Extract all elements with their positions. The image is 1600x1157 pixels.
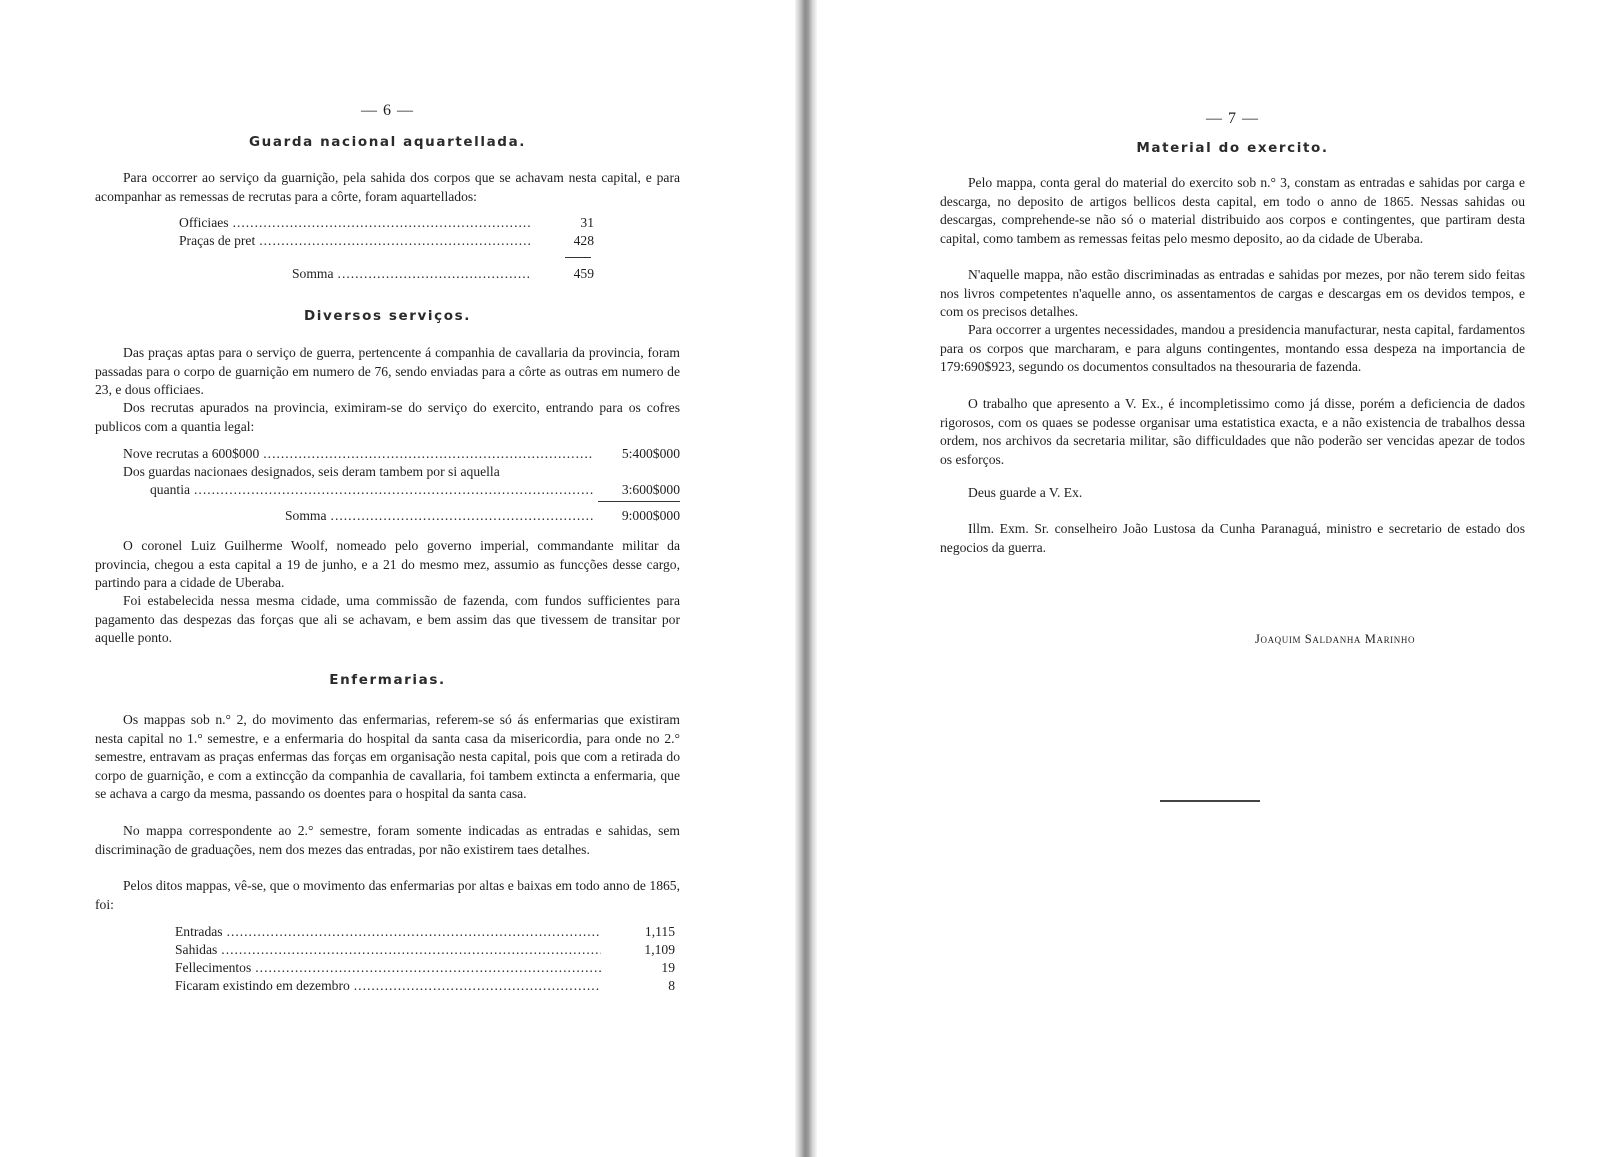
row-value: 8 (668, 978, 675, 993)
row-value: 9:000$000 (621, 508, 680, 523)
leader-dots (259, 232, 530, 250)
leader-dots (263, 445, 594, 463)
paragraph: N'aquelle mappa, não estão discriminadas as entradas e sahidas por mezes, por não terem sido feitas nos livros competentes n'aquelle anno, os assentamentos de cargas e descargas em os devidos tempos, e com os precisos detalhes. (940, 267, 1525, 319)
leader-dots (227, 923, 601, 941)
leader-dots (221, 941, 601, 959)
row-label: Somma (285, 508, 327, 523)
leader-dots (194, 481, 594, 499)
paragraph: Para occorrer ao serviço da guarnição, pela sahida dos corpos que se achavam nesta capital, e para acompanhar as remessas de recrutas para a côrte, foram aquartellados: (95, 170, 680, 204)
leader-dots (338, 265, 530, 283)
paragraph: Para occorrer a urgentes necessidades, mandou a presidencia manufacturar, nesta capital, fardamentos para os corpos que marcharam, e para alguns contingentes, montando essa despeza na importancia de 179:690$923, segundo os documentos consultados na thesouraria de fazenda. (940, 322, 1525, 374)
table-row (150, 481, 680, 499)
row-value: 3:600$000 (621, 482, 680, 497)
row-value: 31 (580, 215, 594, 230)
total-row (292, 265, 594, 283)
paragraph: Pelo mappa, conta geral do material do exercito sob n.° 3, constam as entradas e sahidas por carga e descarga, no deposito de artigos bellicos desta capital, em todo o anno de 1865. Nessas sahidas ou descargas, comprehende-se não só o material distribuido aos corpos e contingentes, que partiram desta capital, como tambem as remessas feitas pelo mesmo deposito, ao da cidade de Uberaba. (940, 175, 1525, 246)
address-line: Illm. Exm. Sr. conselheiro João Lustosa da Cunha Paranaguá, ministro e secretario de estado dos negocios da guerra. (940, 521, 1525, 555)
row-label: Fellecimentos (175, 960, 252, 975)
table-row (123, 445, 680, 463)
row-label: Ficaram existindo em dezembro (175, 978, 350, 993)
leader-dots (255, 959, 601, 977)
section-title-guarda-nacional: Guarda nacional aquartellada. (248, 134, 527, 150)
total-row (285, 507, 680, 525)
row-label: Praças de pret (179, 233, 256, 248)
row-label: Somma (292, 266, 334, 281)
row-label: Entradas (175, 924, 223, 939)
closing-rule (1160, 800, 1260, 802)
table-row (175, 959, 675, 977)
row-value: 19 (661, 960, 675, 975)
table-row (179, 232, 594, 250)
row-label: Dos guardas nacionaes designados, seis deram tambem por si aquella (123, 464, 500, 479)
section-title-enfermarias: Enfermarias. (329, 672, 446, 688)
row-value: 428 (573, 233, 594, 248)
paragraph: Das praças aptas para o serviço de guerra, pertencente á companhia de cavallaria da provincia, foram passadas para o corpo de guarnição em numero de 76, sendo enviadas para a côrte as outras em numero de 23, e dous officiaes. (95, 345, 680, 397)
paragraph: Dos recrutas apurados na provincia, eximiram-se do serviço do exercito, entrando para os cofres publicos com a quantia legal: (95, 400, 680, 434)
row-value: 459 (573, 266, 594, 281)
row-label: Officiaes (179, 215, 229, 230)
sum-rule (598, 501, 680, 502)
row-value: 5:400$000 (621, 446, 680, 461)
row-label: Nove recrutas a 600$000 (123, 446, 260, 461)
book-spine (795, 0, 817, 1157)
row-value: 1,115 (644, 924, 675, 939)
left-page (95, 0, 680, 1157)
table-row-label-line (123, 463, 583, 481)
leader-dots (233, 214, 530, 232)
table-row (175, 941, 675, 959)
table-row (179, 214, 594, 232)
paragraph: O coronel Luiz Guilherme Woolf, nomeado pelo governo imperial, commandante militar da provincia, chegou a esta capital a 19 de junho, e a 21 do mesmo mez, assumio as funcções desse cargo, partindo para a cidade de Uberaba. (95, 538, 680, 590)
row-label: Sahidas (175, 942, 218, 957)
leader-dots (331, 507, 594, 525)
section-title-material-exercito: Material do exercito. (1136, 140, 1329, 156)
right-page (940, 0, 1525, 1157)
paragraph: Foi estabelecida nessa mesma cidade, uma commissão de fazenda, com fundos sufficientes para pagamento das despezas das forças que ali se achavam, e bem assim das que tivessem de transitar por aquelle ponto. (95, 593, 680, 645)
paragraph: Pelos ditos mappas, vê-se, que o movimento das enfermarias por altas e baixas em todo anno de 1865, foi: (95, 878, 680, 912)
table-row (175, 923, 675, 941)
paragraph: O trabalho que apresento a V. Ex., é incompletissimo como já disse, porém a deficiencia de dados rigorosos, com os quaes se podesse organisar uma estatistica exacta, e a não existencia de trabalhos dessa ordem, nos archivos da secretaria militar, são difficuldades que não poderão ser vencidas apezar de todos os esforços. (940, 396, 1525, 467)
closing-salutation: Deus guarde a V. Ex. (968, 485, 1083, 500)
paragraph: No mappa correspondente ao 2.° semestre, foram somente indicadas as entradas e sahidas, sem discriminação de graduações, nem dos mezes das entradas, por não existirem taes detalhes. (95, 823, 680, 857)
row-value: 1,109 (644, 942, 675, 957)
signature: Joaquim Saldanha Marinho (1255, 632, 1416, 646)
section-title-diversos-servicos: Diversos serviços. (303, 308, 471, 324)
sum-rule (565, 257, 591, 258)
row-label: quantia (150, 482, 191, 497)
page-number: — 6 — (361, 102, 414, 119)
table-row (175, 977, 675, 995)
leader-dots (354, 977, 601, 995)
paragraph: Os mappas sob n.° 2, do movimento das enfermarias, referem-se só ás enfermarias que existiram nesta capital no 1.° semestre, e a enfermaria do hospital da santa casa da misericordia, para onde no 2.° semestre, entravam as praças enfermas das forças em organisação nesta capital, pois que com a retirada do corpo de guarnição, e com a extincção da companhia de cavallaria, foi tambem extincta a enfermaria, que se achava a cargo da mesma, passando os doentes para o hospital da santa casa. (95, 712, 680, 801)
page-number: — 7 — (1206, 110, 1259, 127)
